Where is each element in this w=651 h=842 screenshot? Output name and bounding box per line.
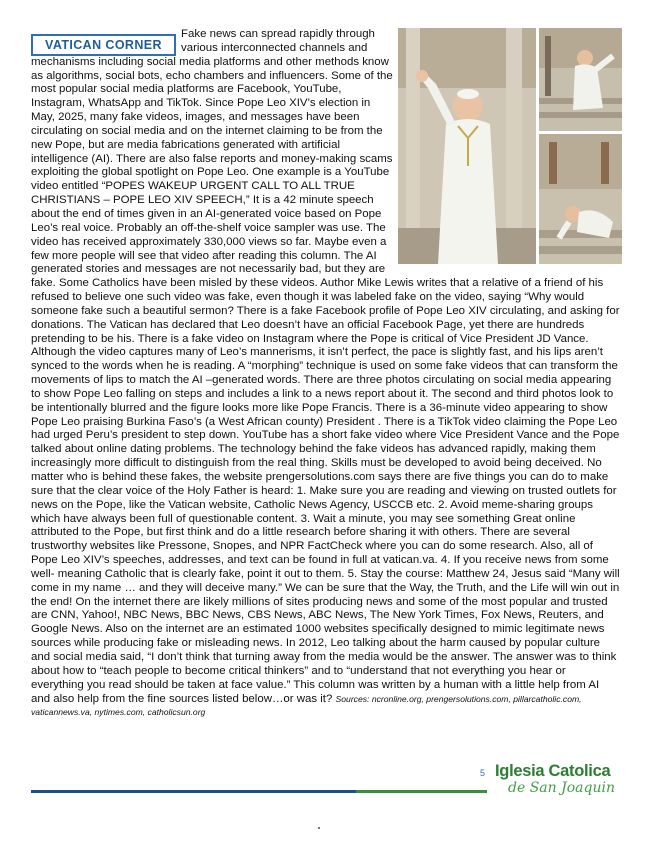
sources-line: Sources: ncronline.org, prengersolutions.com, pillarcatholic.com, vaticannews.va, nytimes.com, catholicsun.org — [31, 693, 582, 718]
page-mark — [318, 827, 320, 829]
pope-waving-photo — [398, 28, 536, 264]
pope-falling-photo-2 — [539, 134, 622, 264]
footer-rule-green — [356, 790, 487, 793]
parish-logo-title: Iglesia Catolica — [495, 762, 611, 780]
pope-falling-photo-1 — [539, 28, 622, 131]
section-label: VATICAN CORNER — [45, 38, 162, 52]
photo-collage — [398, 28, 622, 264]
page-number: 5 — [480, 768, 486, 778]
article-text: Fake news can spread rapidly through various interconnected channels and mechanisms including social media platforms and other methods know as algorithms, social bots, echo chambers and influencers. Some of the most popular social media platforms are Facebook, YouTube, Instagram, WhatsApp and TikTok. Since Pope Leo XIV’s election in May, 2025, many fake videos, images, and messages have been circulating on social media and on the internet claiming to be from the new Pope, but are media fabrications generated with artificial intelligence (AI). There are also false reports and money-making scams exploiting the global spotlight on Pope Leo. One example is a YouTube video entitled “POPES WAKEUP URGENT CALL TO ALL TRUE CHRISTIANS – POPE LEO XIV SPEECH,” It is a 42 minute speech about the end of times given in an AI-generated voice based on Pope Leo’s real voice. Probably an off-the-shelf voice sampler was use. The video has received approximately 330,000 views so far. Maybe even a few more people will see that video after reading this column. The AI generated stories and messages are not necessarily bad, but they are fake. Some Catholics have been misled by these videos. Author Mike Lewis writes that a relative of a friend of his refused to believe one such video was fake, even though it was labeled fake on the video, saying “Why would someone fake such a beautiful sermon? There is a fake Facebook profile of Pope Leo XIV circulating, and asking for donations. The Vatican has declared that Leo doesn’t have an official Facebook Page, yet there are hundreds pretending to be his. There is a fake video on Instagram where the Pope is critical of Vice President JD Vance. Although the video captures many of Leo’s mannerisms, it isn’t perfect, the pace is slightly fast, and his lips aren’t synced to the words when he is reading. A “morphing” technique is used on some fake videos that can transform the movements of lips to match the AI –generated words. There are three photos circulating on social media appearing to show Pope Leo falling on steps and includes a link to a news report about it. The second and third photos look to be intentionally blurred and the figure looks more like Pope Francis. There is a 36-minute video appearing to show Pope Leo praising Burkina Faso’s (a West African county) President . There is a TikTok video claiming the Pope Leo had urged Peru’s president to step down. YouTube has a short fake video where Vice President Vance and the Pope talked about online dating problems. The technology behind the fake videos has advanced rapidly, making them increasingly more difficult to distinguish from the real thing. Skills must be developed to avoid being deceived. No matter who is behind these fakes, the website prengersolutions.com says there are five things you can do to make sure that the clear voice of the Holy Father is heard: 1. Make sure you are reading and viewing on trusted outlets for news on the Pope, like the Vatican website, Catholic News Agency, USCCB etc. 2. Avoid meme-sharing groups which have always been full of questionable content. 3. Wait a minute, you may see something Great online attributed to the Pope, but first think and do a little research before sharing it with others. There are several trustworthy websites like Pressone, Snopes, and NPR FactCheck where you can do some research. Also, all of Pope Leo XIV’s speeches, addresses, and text can be found in full at vatican.va. 4. If you receive news from some well- meaning Catholic that is clearly fake, point it out to them. 5. Stay the course: Matthew 24, Jesus said “Many will come in my name … and they will deceive many.” We can be sure that the Way, the Truth, and the Life will win out in the end! On the internet there are likely millions of sites producing news and some of the most popular and trusted are CNN, Yahoo!, NBC News, BBC News, CBS News, ABC News, The New York Times, Fox News, Reuters, and Google News. Also on the internet are an estimated 1000 websites specifically designed to mimic legitimate news sources while producing fake or misleading news. In 2012, Leo talking about the harm caused by popular culture and social media said, “I don’t think that turning away from the media would be the answer. The answer was to think about how to “teach people to become critical thinkers” and to “understand that not everything you hear or everything you read should be taken at face value.” This column was written by a human with a little help from AI and also help from the fine sources listed below…or was it? — [31, 28, 620, 705]
parish-logo-subtitle: de San Joaquin — [508, 780, 615, 796]
